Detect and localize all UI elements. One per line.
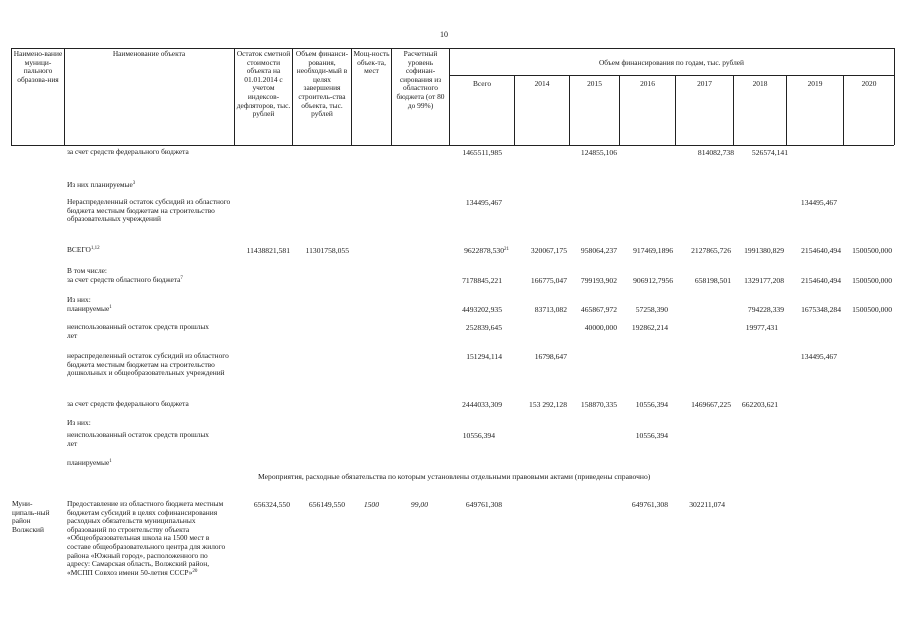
row-label: Из них планируемые (67, 180, 133, 189)
cell-2014: 83713,082 (534, 305, 567, 314)
cell-2014: 153 292,128 (529, 400, 567, 409)
header-capacity: Мощ-ность объек-та, мест (353, 49, 390, 76)
footnote-mark: 1 (109, 305, 112, 310)
header-year-total: Всего (472, 79, 492, 88)
page-number: 10 (440, 30, 448, 39)
header-year-2016: 2016 (640, 79, 655, 88)
cell-2019: 134495,467 (800, 352, 837, 361)
cell-total: 134495,467 (465, 198, 502, 207)
row-label-intro: В том числе: (67, 266, 107, 275)
cell-municipality: Муни-ципаль-ный район Волжский (12, 499, 50, 534)
cell-2017: 658198,501 (694, 276, 731, 285)
header-cofinance-level: Расчетный уровень софинан-сирования из областного бюджета (от 80 до 99%) (396, 49, 445, 110)
cell-2016: 192862,214 (631, 323, 668, 332)
row-label: планируемые (67, 458, 110, 467)
header-municipality: Наимено-вание муници-пального образова-ния (13, 49, 63, 84)
cell-needed: 11301758,055 (305, 246, 349, 255)
cell-2018: 794228,339 (747, 305, 784, 314)
cell-2015: 40000,000 (584, 323, 617, 332)
row-planned-3 (67, 459, 242, 468)
cell-2016: 57258,390 (635, 305, 668, 314)
row-planned-1 (67, 181, 242, 190)
cell-2018: 1991380,829 (744, 246, 784, 255)
cell-2016: 649761,308 (631, 500, 668, 509)
cell-object-description: Предоставление из областного бюджета местным бюджетам субсидий в целях софинансирования расходных обязательств муниципальных образований по строительству объекта «Общеобразовательная школа на 1500 мест в составе общеобразовательного центра для жилого района «Южный город», расположенного по адресу: Самарская область, Волжский район, «МСПП Совхоз имени 50-летия СССР»$^{20}$ (67, 499, 226, 577)
row-label: Нераспределенный остаток субсидий из областного бюджета местным бюджетам на строительство образовательных учреждений (67, 197, 231, 224)
cell-capacity: 1500 (363, 500, 379, 509)
cell-2018: 526574,141 (751, 148, 788, 157)
header-year-2018: 2018 (752, 79, 768, 88)
cell-2019: 134495,467 (800, 198, 837, 207)
cell-2018: 1329177,208 (744, 276, 784, 285)
cell-2020: 1500500,000 (852, 305, 892, 314)
row-label: нераспределенный остаток субсидий из областного бюджета местным бюджетам на строительство дошкольных и общеобразовательных учреждений (67, 351, 229, 378)
cell-total: 4493202,935 (462, 305, 502, 314)
header-funding-needed: Объем финанси-рования, необходи-мый в целях завершения строитель-ства объекта, тыс. рублей (295, 49, 349, 119)
header-years-title: Объем финансирования по годам, тыс. рублей (598, 58, 745, 67)
cell-2016: 906912,7956 (633, 276, 673, 285)
cell-2015: 465867,972 (580, 305, 617, 314)
cell-cofinance: 99,00 (410, 500, 428, 509)
cell-2014: 166775,047 (530, 276, 567, 285)
row-label: неиспользованный остаток средств прошлых лет (67, 430, 209, 448)
cell-2014: 320067,175 (530, 246, 567, 255)
cell-total: 2444033,309 (462, 400, 502, 409)
cell-2016: 10556,394 (635, 400, 668, 409)
cell-2015: 124855,106 (580, 148, 617, 157)
cell-total: 252839,645 (465, 323, 502, 332)
row-label-intro: Из них: (67, 418, 91, 427)
cell-remaining: 11438821,581 (246, 246, 290, 255)
cell-remaining: 656324,550 (253, 500, 290, 509)
row-label: ВСЕГО$^{1,12}$ (67, 245, 100, 254)
cell-2018: 19977,431 (745, 323, 778, 332)
footnote-mark: 1,12 (90, 246, 100, 251)
cell-2017: 814082,738 (697, 148, 734, 157)
cell-2018: 662203,621 (741, 400, 778, 409)
cell-2017: 302211,074 (689, 500, 725, 509)
cell-2017: 2127865,726 (691, 246, 731, 255)
header-year-2020: 2020 (861, 79, 877, 88)
cell-total: 151294,114 (466, 352, 502, 361)
cell-2019: 1675348,284 (801, 305, 841, 314)
footnote-mark: 21 (504, 247, 509, 252)
cell-2015: 799193,902 (580, 276, 617, 285)
row-label-intro: Из них: (67, 295, 91, 304)
cell-2016: 917469,1896 (633, 246, 673, 255)
row-label: за счет средств областного бюджета$^7$ (67, 275, 183, 284)
footnote-mark: 1 (109, 459, 112, 464)
cell-total: 7178845,221 (462, 276, 502, 285)
cell-total: 9622878,530$^{21}$ (464, 246, 509, 255)
row-label: неиспользованный остаток средств прошлых лет (67, 322, 209, 340)
cell-2015: 958064,237 (580, 246, 617, 255)
cell-2020: 1500500,000 (852, 276, 892, 285)
header-year-2015: 2015 (587, 79, 602, 88)
cell-2020: 1500500,000 (852, 246, 892, 255)
footnote-mark: 7 (180, 276, 183, 281)
section-title: Мероприятия, расходные обязательства по которым установлены отдельными правовыми актами (приведены справочно) (258, 472, 651, 481)
cell-total: 1465511,985 (462, 148, 502, 157)
row-label: за счет средств федерального бюджета (67, 147, 189, 156)
row-label: за счет средств федерального бюджета (67, 399, 189, 408)
cell-total: 649761,308 (465, 500, 502, 509)
footnote-mark: 3 (132, 181, 136, 186)
cell-2019: 2154640,494 (801, 276, 841, 285)
header-object-name: Наименование объекта (112, 49, 186, 58)
cell-2014: 16798,647 (534, 352, 567, 361)
cell-2016: 10556,394 (635, 431, 668, 440)
header-year-2014: 2014 (534, 79, 550, 88)
row-label: планируемые$^1$ (67, 304, 112, 313)
cell-total: 10556,394 (462, 431, 495, 440)
cell-2017: 1469667,225 (691, 400, 731, 409)
cell-2015: 158870,335 (580, 400, 617, 409)
cell-2019: 2154640,494 (801, 246, 841, 255)
header-remaining-cost: Остаток сметной стоимости объекта на 01.01.2014 с учетом индексов-дефляторов, тыс. рублей (236, 49, 291, 119)
footnote-mark: 20 (192, 568, 198, 574)
header-year-2019: 2019 (807, 79, 823, 88)
cell-needed: 656149,550 (308, 500, 345, 509)
header-year-2017: 2017 (697, 79, 712, 88)
